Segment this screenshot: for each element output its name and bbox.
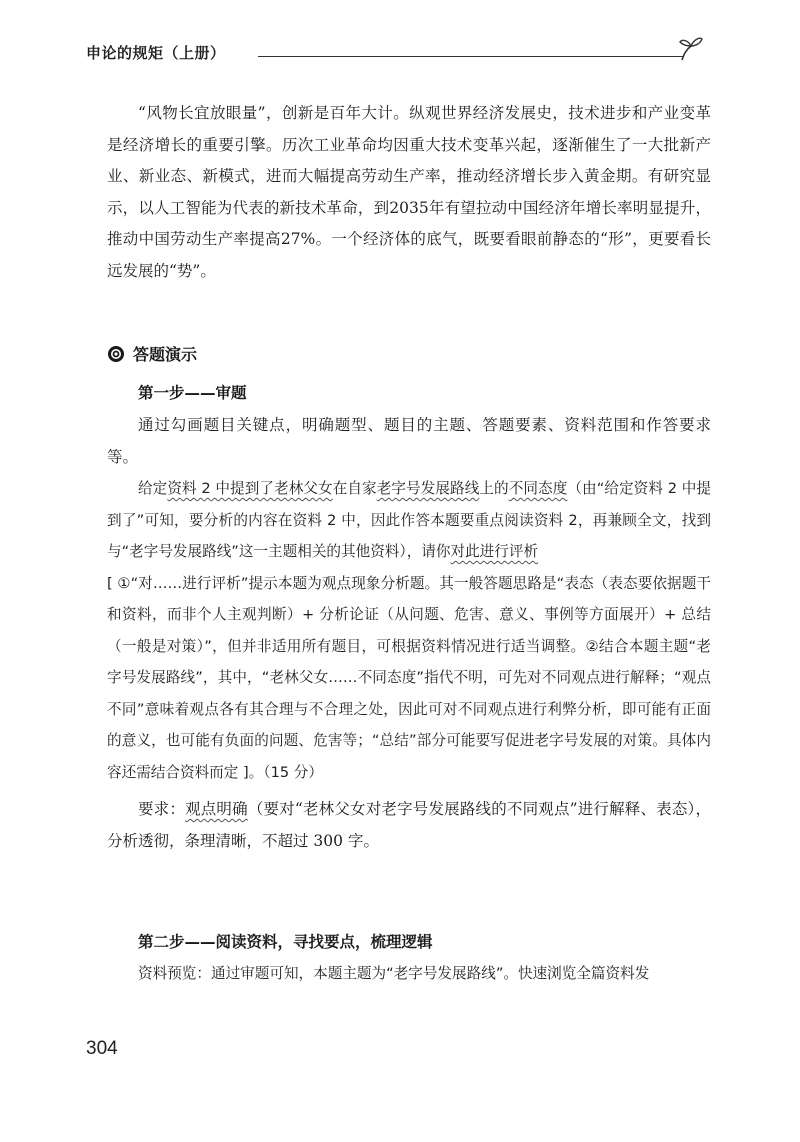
- section-heading: [107, 342, 197, 365]
- text-run: （要对“老林父女对老字号发展路线的不同观点”进行解释、表态），分析透彻，条理清晰，不超过 300 字。: [107, 800, 711, 850]
- step1-title: 第一步——审题: [138, 384, 247, 402]
- text-run: 给定: [138, 480, 168, 497]
- page-number: 304: [86, 1038, 118, 1059]
- section-title: 答题演示: [133, 345, 198, 364]
- running-header: [86, 40, 706, 68]
- underlined-phrase: 资料 2 中提到了老林父女: [167, 480, 333, 497]
- text-run: 上的: [479, 480, 509, 497]
- step2-body: [107, 958, 711, 990]
- header-rule: [258, 56, 684, 57]
- underlined-phrase: 不同态度: [508, 480, 568, 497]
- step1-paragraph-1: 通过勾画题目关键点，明确题型、题目的主题、答题要素、资料范围和作答要求等。: [107, 416, 711, 466]
- step1-paragraph-4: [107, 794, 711, 857]
- text-run: （由“给定资料 2 中提到了”可知，要分析的内容在资料 2 中，因此作答本题要重点阅读资料 2，再兼顾全文，找到与“老字号发展路线”这一主题相关的其他资料），请你: [107, 480, 711, 560]
- step1-paragraph-3: [ ①“对……进行评析”提示本题为观点现象分析题。其一般答题思路是“表态（表态要依据题干和资料，而非个人主观判断）+ 分析论证（从问题、危害、意义、事例等方面展开）+ 总结（一般是对策）”，但并非适用所有题目，可根据资料情况进行适当调整。②结合本题主题“老字号发展路线”，其中，“老林父女……不同态度”指代不明，可先对不同观点进行解释；“观点不同”意味着观点各有其合理与不合理之处，因此可对不同观点进行利弊分析，即可能有正面的意义，也可能有负面的问题、危害等；“总结”部分可能要写促进老字号发展的对策。具体内容还需结合资料而定 ]。（15 分）: [107, 574, 711, 781]
- intro-block: [107, 98, 711, 287]
- step2-paragraph-1: 资料预览：通过审题可知，本题主题为“老字号发展路线”。快速浏览全篇资料发: [138, 965, 650, 982]
- text-run: 在自家: [332, 480, 377, 497]
- step1-body: [107, 410, 711, 857]
- intro-paragraph: “风物长宜放眼量”，创新是百年大计。纵观世界经济发展史，技术进步和产业变革是经济增长的重要引擎。历次工业革命均因重大技术变革兴起，逐渐催生了一大批新产业、新业态、新模式，进而大幅提高劳动生产率，推动经济增长步入黄金期。有研究显示，以人工智能为代表的新技术革命，到2035年有望拉动中国经济年增长率明显提升，推动中国劳动生产率提高27%。一个经济体的底气，既要看眼前静态的“形”，更要看长远发展的“势”。: [107, 104, 711, 280]
- step2-title: 第二步——阅读资料，寻找要点，梳理逻辑: [138, 933, 433, 951]
- leaf-sprout-icon: [678, 34, 704, 64]
- underlined-phrase: 观点明确: [185, 800, 248, 818]
- step1-paragraph-2: [107, 473, 711, 568]
- underlined-phrase: 对此进行评析: [450, 543, 539, 560]
- underlined-phrase: 老字号发展路线: [376, 480, 480, 497]
- circle-bullet-icon: [107, 345, 125, 363]
- book-title: 申论的规矩（上册）: [86, 44, 226, 62]
- text-run: 要求：: [138, 800, 186, 818]
